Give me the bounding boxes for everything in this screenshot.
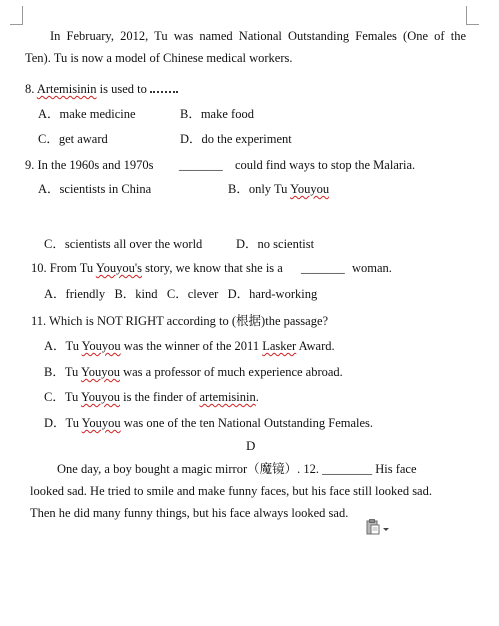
question-text: 10. From Tu [31, 261, 96, 275]
q11-option-b [44, 364, 343, 380]
q9-option-d: D．no scientist [236, 237, 315, 251]
option-label: D．Tu [44, 416, 82, 430]
paste-options-icon[interactable] [366, 519, 390, 535]
question-9-blank: _______ [179, 158, 223, 172]
question-number: 8. [25, 82, 35, 96]
name-youyou: Youyou [81, 339, 121, 353]
passage-text: One day, a boy bought a magic mirror（魔镜）. 12. [57, 462, 323, 476]
question-8-stem [25, 81, 178, 97]
q9-option-a: A．scientists in China [38, 182, 152, 196]
question-10-blank: _______ [301, 261, 345, 275]
q8-option-d: D．do the experiment [180, 132, 292, 146]
name-youyou: Youyou [80, 365, 120, 379]
margin-corner-mark-right [466, 6, 479, 25]
option-text-end: Award. [296, 339, 335, 353]
question-11-stem: 11. Which is NOT RIGHT according to (根据)the passage? [31, 314, 329, 328]
name-youyou: Youyou [81, 416, 121, 430]
q11-option-a [44, 338, 335, 354]
q10-options: A．friendly B．kind C．clever D．hard-working [44, 287, 318, 301]
q9-option-c: C．scientists all over the world [44, 237, 203, 251]
option-text: was one of the ten National Outstanding Females. [120, 416, 374, 430]
passage-text-end: His face [372, 462, 417, 476]
question-9-stem: 9. In the 1960s and 1970s [25, 158, 154, 172]
option-label: C．Tu [44, 390, 81, 404]
intro-line-2: Ten). Tu is now a model of Chinese medical workers. [25, 51, 293, 65]
question-10-end: woman. [352, 261, 392, 275]
q9-option-b-text: B．only Tu [228, 182, 291, 196]
section-heading: D [246, 438, 256, 453]
option-text-end: . [255, 390, 259, 404]
option-label: B．Tu [44, 365, 81, 379]
margin-corner-mark-left [10, 6, 23, 25]
keyword-artemisinin: artemisinin [199, 390, 256, 404]
q11-option-c [44, 389, 259, 405]
name-youyou: Youyou [80, 390, 120, 404]
question-text: is used to [96, 82, 147, 96]
passage-line-2: looked sad. He tried to smile and make funny faces, but his face still looked sad. [30, 484, 432, 498]
clipboard-icon [366, 519, 390, 535]
q8-option-c: C．get award [38, 132, 108, 146]
keyword-lasker: Lasker [262, 339, 297, 353]
q11-option-d [44, 415, 373, 431]
option-text: was the winner of the 2011 [120, 339, 263, 353]
passage-blank: ________ [322, 462, 373, 476]
question-10-stem [31, 260, 283, 276]
q9-option-b [228, 181, 329, 197]
option-text: is the finder of [119, 390, 200, 404]
option-text: was a professor of much experience abroad. [119, 365, 343, 379]
name-youyou: Youyou [290, 182, 330, 196]
question-9-rest: could find ways to stop the Malaria. [235, 158, 416, 172]
q8-option-a: A．make medicine [38, 107, 136, 121]
keyword-artemisinin: Artemisinin [36, 82, 97, 96]
intro-line-1: In February, 2012, Tu was named National Outstanding Females (One of the [50, 29, 466, 43]
name-youyous: Youyou's [95, 261, 142, 275]
question-text-mid: story, we know that she is a [142, 261, 283, 275]
q8-option-b: B．make food [180, 107, 254, 121]
passage-line-3: Then he did many funny things, but his face always looked sad. [30, 506, 349, 520]
option-label: A．Tu [44, 339, 82, 353]
passage-line-1 [57, 461, 417, 477]
dropdown-arrow-icon [383, 528, 389, 531]
answer-blank [150, 81, 178, 93]
